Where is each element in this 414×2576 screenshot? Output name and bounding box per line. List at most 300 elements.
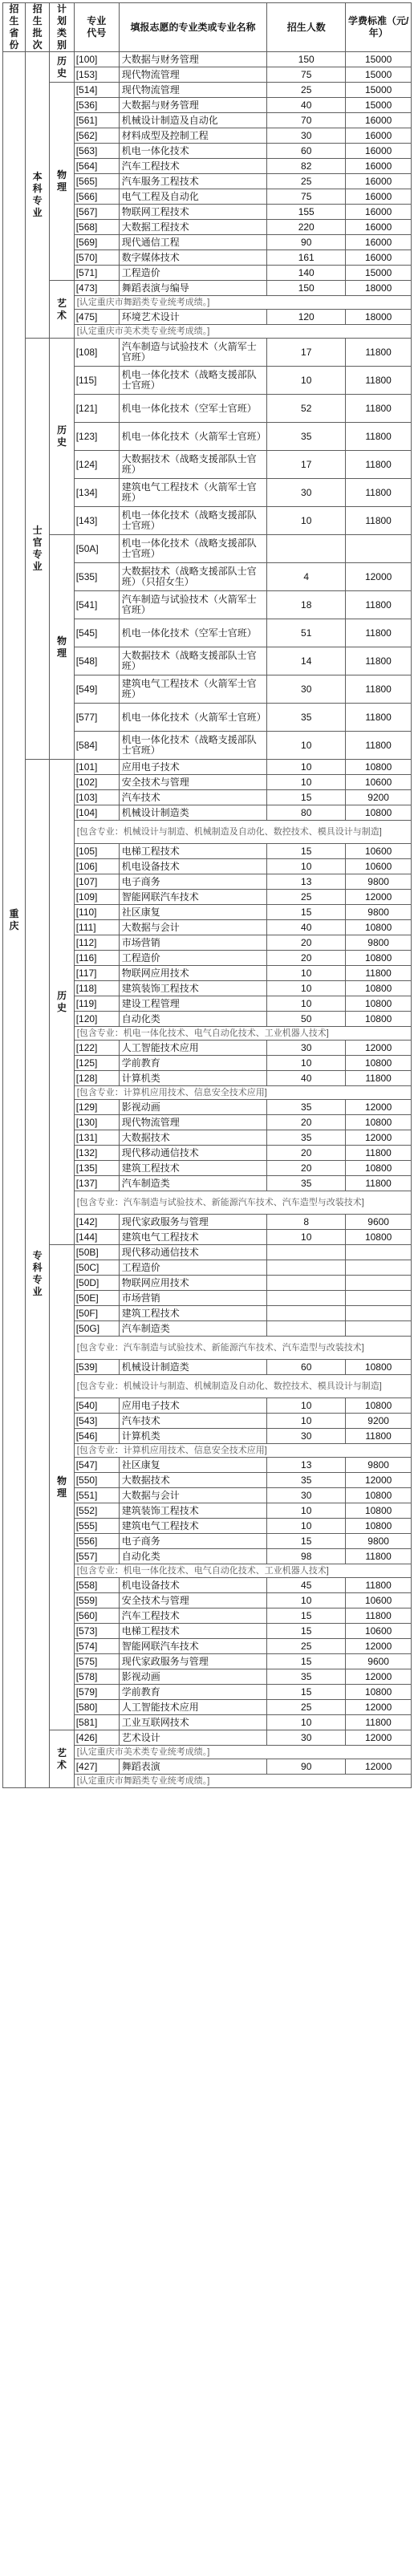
major-name-cell: 大数据与会计 [119, 1488, 266, 1503]
tuition-fee-cell: 10800 [346, 1360, 412, 1375]
tuition-fee-cell: 11800 [346, 704, 412, 732]
major-code-cell: [100] [74, 52, 119, 67]
major-code-cell: [109] [74, 890, 119, 905]
major-name-cell: 建筑装饰工程技术 [119, 1503, 266, 1519]
tuition-fee-cell: 12000 [346, 1041, 412, 1056]
enrollment-count-cell: 10 [267, 1414, 346, 1429]
major-code-cell: [558] [74, 1578, 119, 1593]
header-count: 招生人数 [267, 3, 346, 52]
enrollment-count-cell: 14 [267, 647, 346, 675]
major-name-cell: 机电一体化技术（战略支援部队士官班） [119, 535, 266, 563]
enrollment-count-cell [267, 1276, 346, 1291]
batch-cell-label: 本科专业 [32, 171, 43, 218]
enrollment-count-cell: 70 [267, 113, 346, 128]
major-name-cell: 汽车制造类 [119, 1176, 266, 1191]
major-code-cell: [575] [74, 1654, 119, 1669]
enrollment-count-cell: 35 [267, 1130, 346, 1146]
major-code-cell: [110] [74, 905, 119, 920]
major-name-cell: 环境艺术设计 [119, 310, 266, 325]
major-code-cell: [50G] [74, 1321, 119, 1337]
major-name-cell: 大数据技术 [119, 1130, 266, 1146]
enrollment-count-cell: 8 [267, 1215, 346, 1230]
header-batch: 招生批次 [26, 3, 50, 52]
major-code-cell: [577] [74, 704, 119, 732]
tuition-fee-cell [346, 1276, 412, 1291]
tuition-fee-cell: 11800 [346, 1176, 412, 1191]
enrollment-count-cell: 30 [267, 1730, 346, 1746]
tuition-fee-cell: 15000 [346, 67, 412, 83]
major-name-cell: 现代家政服务与管理 [119, 1654, 266, 1669]
enrollment-count-cell: 98 [267, 1549, 346, 1564]
enrollment-count-cell [267, 1260, 346, 1276]
major-code-cell: [564] [74, 159, 119, 174]
tuition-fee-cell: 9800 [346, 935, 412, 951]
category-cell-label: 艺术 [57, 1746, 67, 1771]
enrollment-count-cell: 90 [267, 1759, 346, 1775]
table-row [3, 1245, 412, 1260]
enrollment-count-cell: 20 [267, 1161, 346, 1176]
table-row [3, 281, 412, 296]
enrollment-count-cell: 155 [267, 205, 346, 220]
tuition-fee-cell: 10800 [346, 1519, 412, 1534]
tuition-fee-cell: 16000 [346, 128, 412, 144]
tuition-fee-cell: 11800 [346, 1715, 412, 1730]
major-name-cell: 智能网联汽车技术 [119, 1639, 266, 1654]
table-row [3, 83, 412, 98]
batch-cell-label: 专科专业 [32, 1249, 43, 1297]
major-code-cell: [551] [74, 1488, 119, 1503]
major-code-cell: [573] [74, 1624, 119, 1639]
enrollment-count-cell: 35 [267, 423, 346, 451]
major-name-cell: 建筑电气工程技术 [119, 1230, 266, 1245]
tuition-fee-cell: 11800 [346, 1146, 412, 1161]
category-cell [50, 535, 74, 760]
tuition-fee-cell: 9800 [346, 1534, 412, 1549]
tuition-fee-cell: 10800 [346, 1115, 412, 1130]
major-name-cell: 建筑电气工程技术（火箭军士官班） [119, 675, 266, 704]
major-name-cell: 汽车服务工程技术 [119, 174, 266, 189]
tuition-fee-cell: 10800 [346, 1488, 412, 1503]
enrollment-count-cell: 75 [267, 189, 346, 205]
major-code-cell: [123] [74, 423, 119, 451]
major-code-cell: [561] [74, 113, 119, 128]
major-name-cell: 机电一体化技术（火箭军士官班） [119, 423, 266, 451]
major-code-cell: [104] [74, 805, 119, 821]
note-cell: [包含专业：机电一体化技术、电气自动化技术、工业机器人技术] [74, 1027, 411, 1041]
tuition-fee-cell: 16000 [346, 144, 412, 159]
major-code-cell: [563] [74, 144, 119, 159]
tuition-fee-cell: 11800 [346, 1608, 412, 1624]
major-code-cell: [142] [74, 1215, 119, 1230]
enrollment-count-cell: 20 [267, 1146, 346, 1161]
enrollment-count-cell: 15 [267, 844, 346, 859]
major-name-cell: 建筑工程技术 [119, 1161, 266, 1176]
major-code-cell: [132] [74, 1146, 119, 1161]
major-name-cell: 社区康复 [119, 1458, 266, 1473]
tuition-fee-cell: 16000 [346, 113, 412, 128]
tuition-fee-cell: 11800 [346, 1549, 412, 1564]
tuition-fee-cell: 12000 [346, 1700, 412, 1715]
tuition-fee-cell: 16000 [346, 205, 412, 220]
major-name-cell: 现代移动通信技术 [119, 1245, 266, 1260]
major-code-cell: [50D] [74, 1276, 119, 1291]
major-name-cell: 应用电子技术 [119, 760, 266, 775]
major-name-cell: 建筑电气工程技术 [119, 1519, 266, 1534]
tuition-fee-cell [346, 1291, 412, 1306]
batch-cell [26, 339, 50, 760]
note-cell: [包含专业：计算机应用技术、信息安全技术应用] [74, 1086, 411, 1100]
tuition-fee-cell: 11800 [346, 507, 412, 535]
enrollment-count-cell: 10 [267, 1398, 346, 1414]
tuition-fee-cell: 10800 [346, 1012, 412, 1027]
table-row [3, 1730, 412, 1746]
major-name-cell: 大数据与财务管理 [119, 52, 266, 67]
enrollment-count-cell: 30 [267, 1041, 346, 1056]
enrollment-count-cell: 10 [267, 760, 346, 775]
major-code-cell: [543] [74, 1414, 119, 1429]
tuition-fee-cell: 10800 [346, 1230, 412, 1245]
major-name-cell: 建设工程管理 [119, 996, 266, 1012]
major-name-cell: 应用电子技术 [119, 1398, 266, 1414]
major-code-cell: [106] [74, 859, 119, 874]
admission-plan-table [2, 2, 412, 1788]
major-name-cell: 舞蹈表演 [119, 1759, 266, 1775]
enrollment-count-cell: 10 [267, 732, 346, 760]
note-cell: [包含专业：机械设计与制造、机械制造及自动化、数控技术、模具设计与制造] [74, 821, 411, 844]
table-row [3, 52, 412, 67]
enrollment-count-cell: 52 [267, 395, 346, 423]
enrollment-count-cell [267, 535, 346, 563]
major-name-cell: 现代物流管理 [119, 83, 266, 98]
enrollment-count-cell: 13 [267, 1458, 346, 1473]
major-code-cell: [569] [74, 235, 119, 250]
major-name-cell: 汽车制造与试验技术（火箭军士官班） [119, 591, 266, 619]
major-name-cell: 社区康复 [119, 905, 266, 920]
enrollment-count-cell: 45 [267, 1578, 346, 1593]
tuition-fee-cell: 11800 [346, 1578, 412, 1593]
major-name-cell: 现代移动通信技术 [119, 1146, 266, 1161]
major-name-cell: 机电一体化技术（战略支援部队士官班） [119, 507, 266, 535]
major-name-cell: 数字媒体技术 [119, 250, 266, 266]
major-code-cell: [130] [74, 1115, 119, 1130]
tuition-fee-cell: 10800 [346, 805, 412, 821]
tuition-fee-cell: 11800 [346, 479, 412, 507]
major-name-cell: 物联网应用技术 [119, 1276, 266, 1291]
tuition-fee-cell: 18000 [346, 281, 412, 296]
tuition-fee-cell: 10800 [346, 1503, 412, 1519]
major-name-cell: 自动化类 [119, 1012, 266, 1027]
major-code-cell: [514] [74, 83, 119, 98]
enrollment-count-cell: 35 [267, 1473, 346, 1488]
tuition-fee-cell: 10600 [346, 844, 412, 859]
enrollment-count-cell: 10 [267, 1593, 346, 1608]
major-name-cell: 计算机类 [119, 1429, 266, 1444]
header-name: 填报志愿的专业类或专业名称 [119, 3, 266, 52]
tuition-fee-cell: 16000 [346, 189, 412, 205]
enrollment-count-cell: 60 [267, 144, 346, 159]
tuition-fee-cell [346, 1260, 412, 1276]
tuition-fee-cell: 12000 [346, 1759, 412, 1775]
tuition-fee-cell [346, 1245, 412, 1260]
major-code-cell: [546] [74, 1429, 119, 1444]
major-code-cell: [549] [74, 675, 119, 704]
major-name-cell: 人工智能技术应用 [119, 1700, 266, 1715]
major-code-cell: [565] [74, 174, 119, 189]
major-name-cell: 汽车工程技术 [119, 159, 266, 174]
category-cell [50, 1730, 74, 1788]
tuition-fee-cell: 10800 [346, 1161, 412, 1176]
major-code-cell: [579] [74, 1685, 119, 1700]
major-code-cell: [102] [74, 775, 119, 790]
major-code-cell: [137] [74, 1176, 119, 1191]
category-cell [50, 760, 74, 1245]
major-name-cell: 电子商务 [119, 1534, 266, 1549]
major-code-cell: [475] [74, 310, 119, 325]
tuition-fee-cell: 9600 [346, 1215, 412, 1230]
note-cell: [认定重庆市舞蹈类专业统考成绩。] [74, 1775, 411, 1788]
enrollment-count-cell: 35 [267, 1669, 346, 1685]
enrollment-count-cell: 15 [267, 1624, 346, 1639]
tuition-fee-cell: 15000 [346, 83, 412, 98]
major-code-cell: [535] [74, 563, 119, 591]
major-code-cell: [143] [74, 507, 119, 535]
batch-cell-label: 士官专业 [32, 525, 43, 572]
tuition-fee-cell: 15000 [346, 52, 412, 67]
tuition-fee-cell: 10800 [346, 951, 412, 966]
major-name-cell: 机电一体化技术（战略支援部队士官班） [119, 732, 266, 760]
major-code-cell: [559] [74, 1593, 119, 1608]
enrollment-count-cell [267, 1321, 346, 1337]
major-code-cell: [548] [74, 647, 119, 675]
tuition-fee-cell: 12000 [346, 1669, 412, 1685]
enrollment-count-cell: 161 [267, 250, 346, 266]
major-code-cell: [571] [74, 266, 119, 281]
tuition-fee-cell: 9800 [346, 1458, 412, 1473]
category-cell-label: 历史 [57, 990, 67, 1013]
major-name-cell: 大数据与财务管理 [119, 98, 266, 113]
tuition-fee-cell: 12000 [346, 1730, 412, 1746]
tuition-fee-cell [346, 1306, 412, 1321]
batch-cell [26, 760, 50, 1788]
major-code-cell: [540] [74, 1398, 119, 1414]
enrollment-count-cell: 15 [267, 1654, 346, 1669]
major-code-cell: [536] [74, 98, 119, 113]
enrollment-count-cell: 13 [267, 874, 346, 890]
enrollment-count-cell: 15 [267, 790, 346, 805]
header-fee: 学费标准（元/年） [346, 3, 412, 52]
major-code-cell: [427] [74, 1759, 119, 1775]
major-code-cell: [552] [74, 1503, 119, 1519]
tuition-fee-cell: 11800 [346, 675, 412, 704]
tuition-fee-cell: 11800 [346, 619, 412, 647]
note-cell: [包含专业：计算机应用技术、信息安全技术应用] [74, 1444, 411, 1458]
major-name-cell: 工程造价 [119, 266, 266, 281]
major-code-cell: [120] [74, 1012, 119, 1027]
major-name-cell: 材料成型及控制工程 [119, 128, 266, 144]
major-code-cell: [567] [74, 205, 119, 220]
enrollment-count-cell: 150 [267, 281, 346, 296]
tuition-fee-cell: 10600 [346, 859, 412, 874]
major-code-cell: [566] [74, 189, 119, 205]
major-name-cell: 物联网工程技术 [119, 205, 266, 220]
tuition-fee-cell: 11800 [346, 423, 412, 451]
tuition-fee-cell: 16000 [346, 235, 412, 250]
enrollment-count-cell: 40 [267, 98, 346, 113]
note-cell: [包含专业：机械设计与制造、机械制造及自动化、数控技术、模具设计与制造] [74, 1375, 411, 1398]
tuition-fee-cell: 9800 [346, 905, 412, 920]
enrollment-count-cell: 150 [267, 52, 346, 67]
category-cell [50, 52, 74, 83]
enrollment-count-cell: 20 [267, 951, 346, 966]
major-name-cell: 机电一体化技术（火箭军士官班） [119, 704, 266, 732]
major-code-cell: [103] [74, 790, 119, 805]
major-code-cell: [118] [74, 981, 119, 996]
major-name-cell: 汽车技术 [119, 1414, 266, 1429]
major-name-cell: 物联网应用技术 [119, 966, 266, 981]
table-row [3, 339, 412, 367]
enrollment-count-cell: 10 [267, 775, 346, 790]
category-cell [50, 83, 74, 281]
major-code-cell: [560] [74, 1608, 119, 1624]
enrollment-count-cell: 10 [267, 981, 346, 996]
major-name-cell: 学前教育 [119, 1685, 266, 1700]
major-code-cell: [570] [74, 250, 119, 266]
major-name-cell: 机电设备技术 [119, 859, 266, 874]
tuition-fee-cell: 10800 [346, 1398, 412, 1414]
major-code-cell: [144] [74, 1230, 119, 1245]
major-code-cell: [547] [74, 1458, 119, 1473]
tuition-fee-cell: 10800 [346, 760, 412, 775]
tuition-fee-cell: 12000 [346, 1639, 412, 1654]
major-name-cell: 汽车技术 [119, 790, 266, 805]
major-code-cell: [101] [74, 760, 119, 775]
major-code-cell: [541] [74, 591, 119, 619]
tuition-fee-cell: 11800 [346, 591, 412, 619]
major-name-cell: 安全技术与管理 [119, 1593, 266, 1608]
tuition-fee-cell: 15000 [346, 266, 412, 281]
major-code-cell: [128] [74, 1071, 119, 1086]
major-code-cell: [556] [74, 1534, 119, 1549]
tuition-fee-cell: 11800 [346, 647, 412, 675]
major-code-cell: [108] [74, 339, 119, 367]
tuition-fee-cell: 10800 [346, 920, 412, 935]
major-code-cell: [581] [74, 1715, 119, 1730]
major-name-cell: 大数据技术（战略支援部队士官班） [119, 451, 266, 479]
tuition-fee-cell: 15000 [346, 98, 412, 113]
tuition-fee-cell: 11800 [346, 1071, 412, 1086]
major-name-cell: 影视动画 [119, 1669, 266, 1685]
major-name-cell: 现代家政服务与管理 [119, 1215, 266, 1230]
note-cell: [认定重庆市美术类专业统考成绩。] [74, 325, 411, 339]
major-code-cell: [584] [74, 732, 119, 760]
enrollment-count-cell: 35 [267, 704, 346, 732]
tuition-fee-cell: 9200 [346, 1414, 412, 1429]
admission-plan-table-container [2, 2, 412, 1788]
category-cell [50, 339, 74, 535]
enrollment-count-cell [267, 1291, 346, 1306]
enrollment-count-cell: 20 [267, 1115, 346, 1130]
table-row [3, 760, 412, 775]
enrollment-count-cell: 82 [267, 159, 346, 174]
tuition-fee-cell: 18000 [346, 310, 412, 325]
major-name-cell: 影视动画 [119, 1100, 266, 1115]
tuition-fee-cell: 16000 [346, 159, 412, 174]
major-code-cell: [580] [74, 1700, 119, 1715]
enrollment-count-cell: 30 [267, 479, 346, 507]
tuition-fee-cell: 12000 [346, 563, 412, 591]
enrollment-count-cell: 18 [267, 591, 346, 619]
enrollment-count-cell: 30 [267, 128, 346, 144]
enrollment-count-cell: 35 [267, 1176, 346, 1191]
enrollment-count-cell: 10 [267, 1519, 346, 1534]
table-header-row [3, 3, 412, 52]
major-name-cell: 大数据与会计 [119, 920, 266, 935]
major-code-cell: [107] [74, 874, 119, 890]
enrollment-count-cell: 25 [267, 890, 346, 905]
major-name-cell: 电气工程及自动化 [119, 189, 266, 205]
enrollment-count-cell: 10 [267, 1230, 346, 1245]
category-cell [50, 1245, 74, 1730]
enrollment-count-cell: 140 [267, 266, 346, 281]
note-cell: [认定重庆市美术类专业统考成绩。] [74, 1746, 411, 1759]
major-name-cell: 现代物流管理 [119, 67, 266, 83]
enrollment-count-cell: 25 [267, 1700, 346, 1715]
enrollment-count-cell: 10 [267, 996, 346, 1012]
major-name-cell: 汽车制造与试验技术（火箭军士官班） [119, 339, 266, 367]
major-code-cell: [131] [74, 1130, 119, 1146]
tuition-fee-cell: 10800 [346, 1056, 412, 1071]
tuition-fee-cell: 10600 [346, 1593, 412, 1608]
tuition-fee-cell: 11800 [346, 451, 412, 479]
major-name-cell: 机械设计制造类 [119, 805, 266, 821]
enrollment-count-cell: 30 [267, 1488, 346, 1503]
category-cell-label: 历史 [57, 424, 67, 448]
tuition-fee-cell: 11800 [346, 395, 412, 423]
major-code-cell: [578] [74, 1669, 119, 1685]
tuition-fee-cell: 10800 [346, 981, 412, 996]
enrollment-count-cell: 40 [267, 920, 346, 935]
enrollment-count-cell: 15 [267, 1608, 346, 1624]
enrollment-count-cell: 15 [267, 905, 346, 920]
category-cell-label: 物理 [57, 1475, 67, 1499]
major-name-cell: 大数据技术（战略支援部队士官班） [119, 647, 266, 675]
header-code: 专业代号 [74, 3, 119, 52]
tuition-fee-cell: 12000 [346, 1100, 412, 1115]
tuition-fee-cell: 10800 [346, 1685, 412, 1700]
tuition-fee-cell: 16000 [346, 174, 412, 189]
enrollment-count-cell: 10 [267, 1056, 346, 1071]
major-code-cell: [574] [74, 1639, 119, 1654]
enrollment-count-cell: 10 [267, 859, 346, 874]
note-cell: [包含专业：汽车制造与试验技术、新能源汽车技术、汽车造型与改装技术] [74, 1191, 411, 1215]
enrollment-count-cell [267, 1245, 346, 1260]
major-code-cell: [50A] [74, 535, 119, 563]
tuition-fee-cell: 11800 [346, 367, 412, 395]
tuition-fee-cell: 11800 [346, 339, 412, 367]
major-code-cell: [50B] [74, 1245, 119, 1260]
enrollment-count-cell: 30 [267, 1429, 346, 1444]
major-name-cell: 机电一体化技术（战略支援部队士官班） [119, 367, 266, 395]
category-cell-label: 艺术 [57, 297, 67, 321]
major-code-cell: [121] [74, 395, 119, 423]
category-cell-label: 物理 [57, 635, 67, 659]
major-code-cell: [105] [74, 844, 119, 859]
tuition-fee-cell: 10600 [346, 775, 412, 790]
major-code-cell: [555] [74, 1519, 119, 1534]
major-code-cell: [545] [74, 619, 119, 647]
tuition-fee-cell [346, 1321, 412, 1337]
major-name-cell: 机械设计制造类 [119, 1360, 266, 1375]
